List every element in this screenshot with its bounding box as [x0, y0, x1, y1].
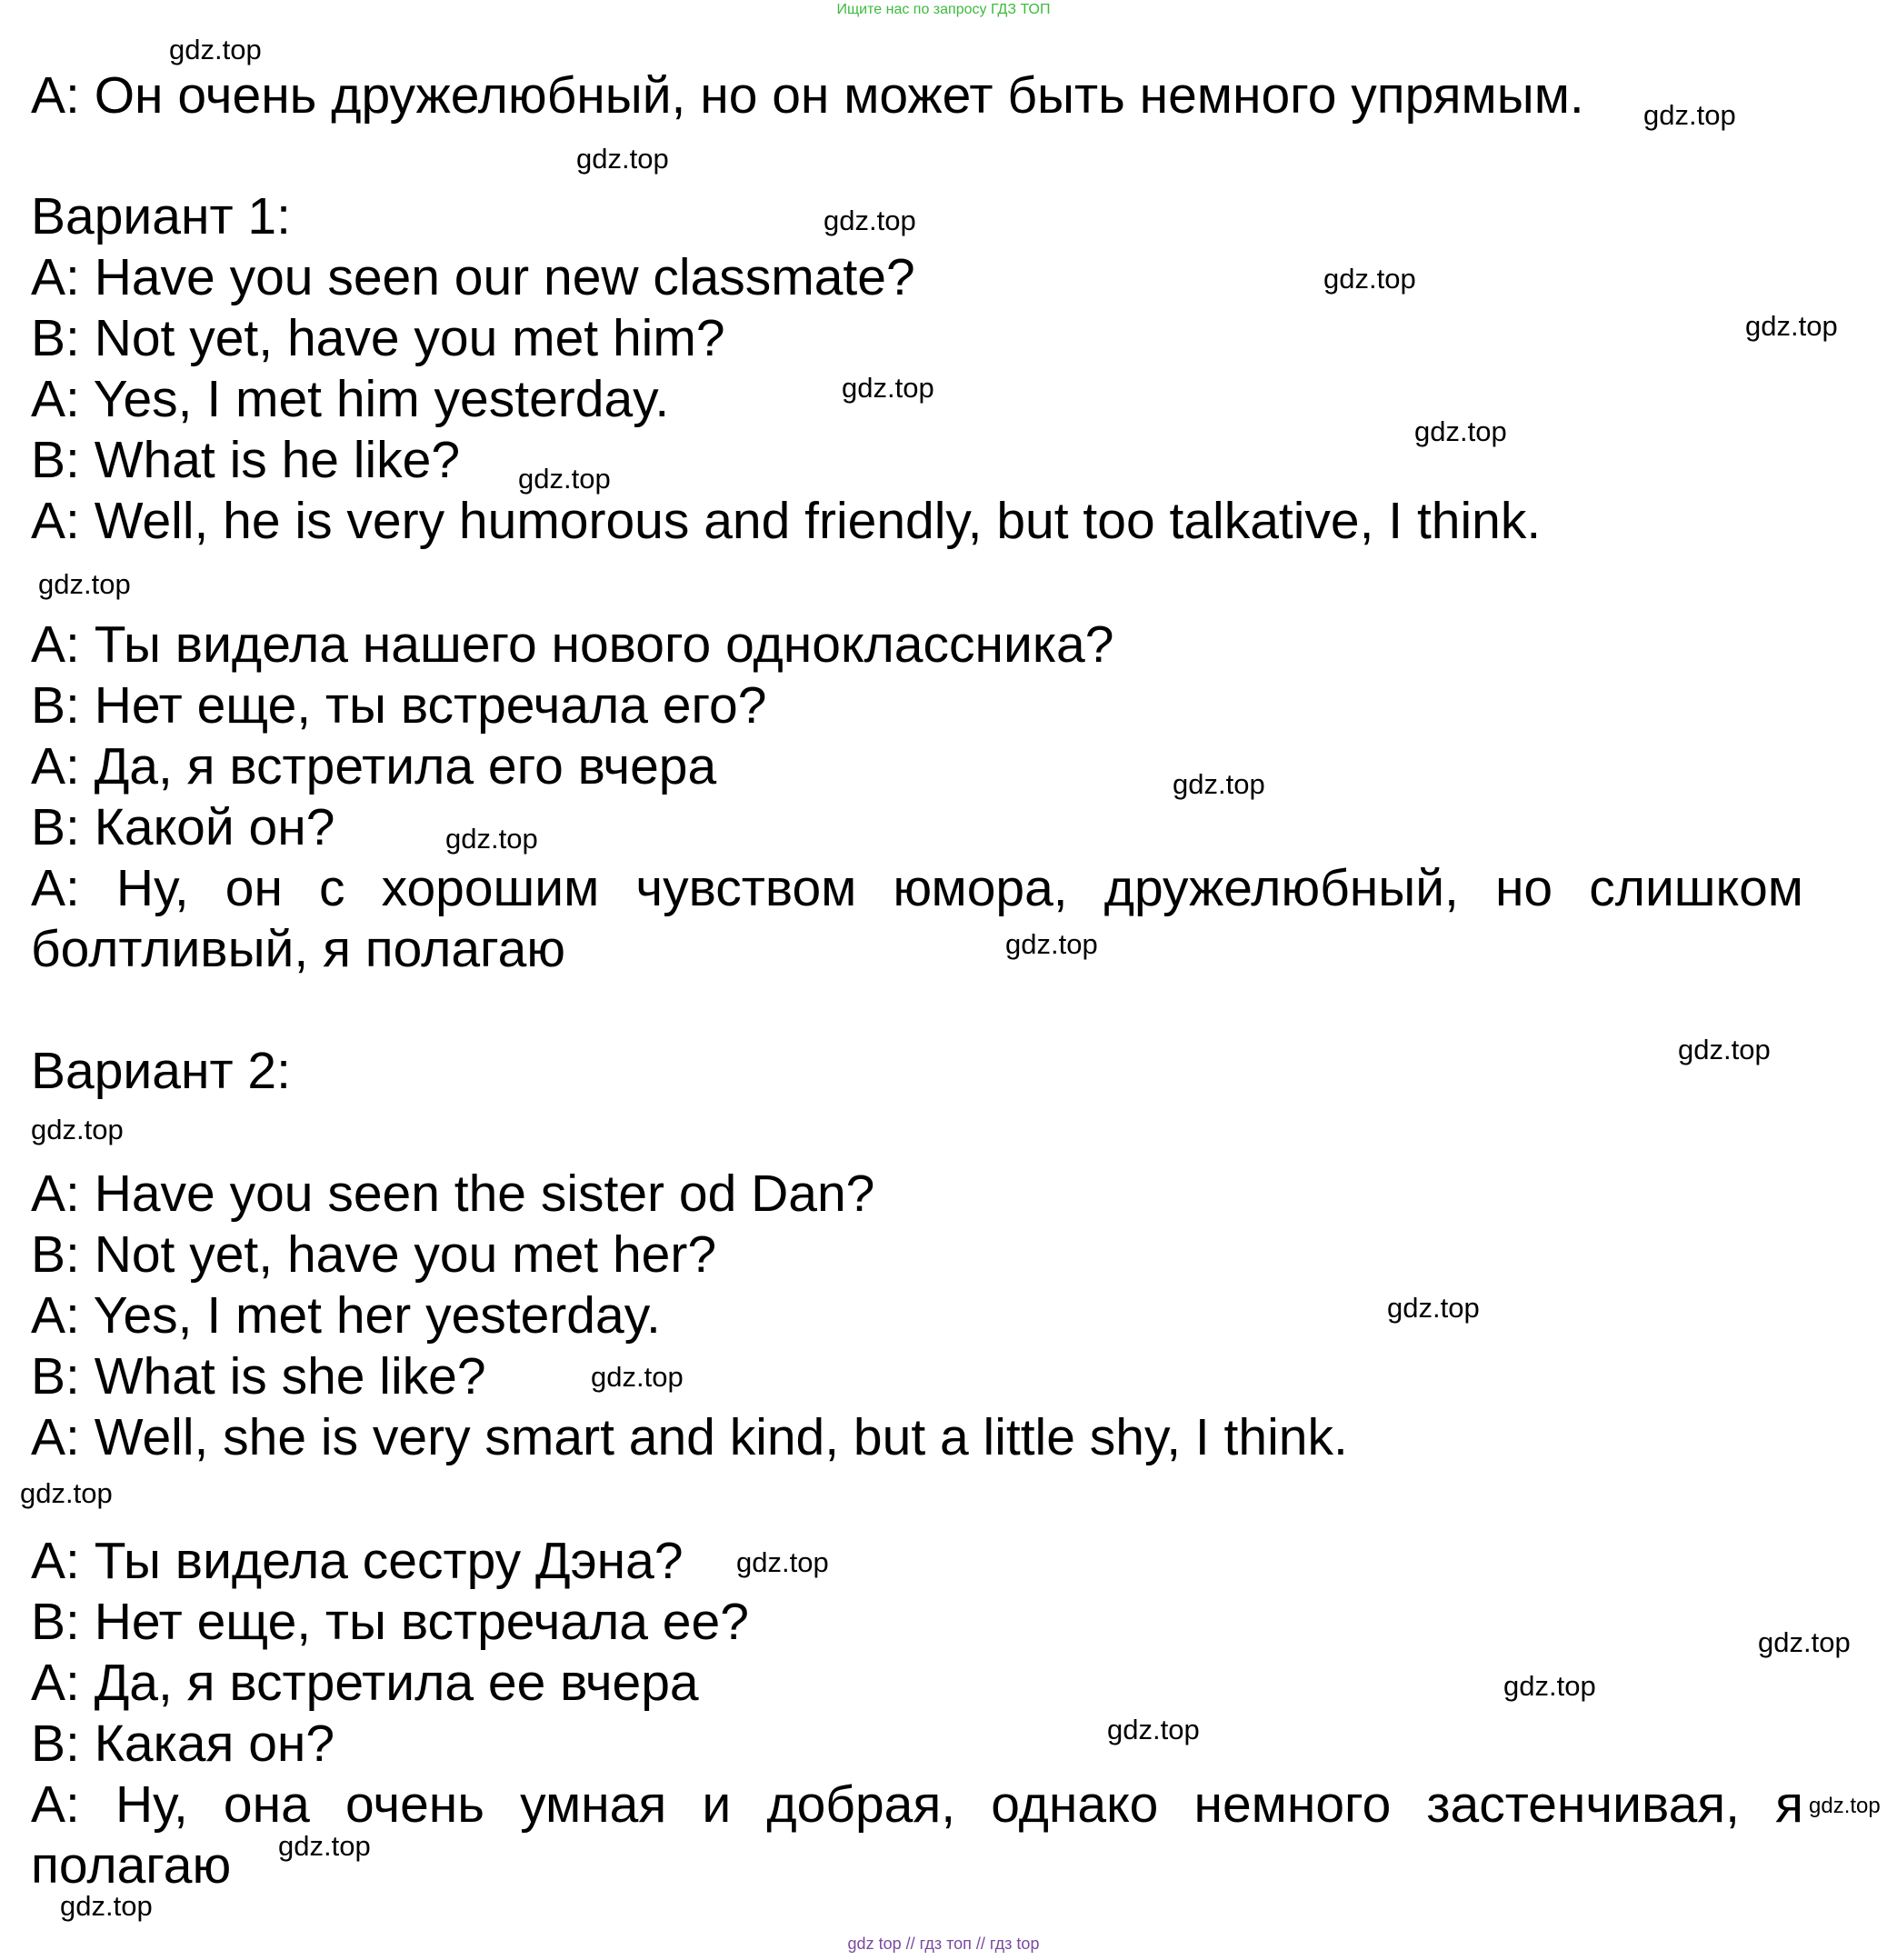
watermark-text: gdz.top	[1173, 768, 1265, 800]
watermark-text: gdz.top	[31, 1114, 124, 1145]
watermark-text: gdz.top	[38, 568, 131, 600]
watermark-text: gdz.top	[842, 372, 934, 404]
watermark-text: gdz.top	[1678, 1034, 1771, 1065]
variant1-english-line: A: Have you seen our new classmate?	[31, 248, 915, 306]
variant1-russian-line: B: Какой он?	[31, 798, 335, 856]
variant2-russian-line: A: Да, я встретила ее вчера	[31, 1654, 699, 1712]
watermark-text: gdz.top	[1758, 1626, 1851, 1658]
watermark-text: gdz.top	[1809, 1794, 1881, 1818]
intro-line: A: Он очень дружелюбный, но он может быть немного упрямым.	[31, 66, 1584, 125]
variant2-english-line: A: Well, she is very smart and kind, but a little shy, I think.	[31, 1408, 1348, 1466]
watermark-text: gdz.top	[278, 1830, 371, 1862]
variant2-russian-line: A: Ты видела сестру Дэна?	[31, 1532, 684, 1590]
watermark-text: gdz.top	[1387, 1292, 1480, 1324]
variant1-russian-line: B: Нет еще, ты встречала его?	[31, 676, 767, 735]
variant2-russian-line: B: Нет еще, ты встречала ее?	[31, 1593, 749, 1651]
variant2-english-line: B: What is she like?	[31, 1347, 486, 1405]
variant2-title: Вариант 2:	[31, 1042, 291, 1100]
variant2-russian-line: A: Ну, она очень умная и добрая, однако немного застенчивая, я полагаю	[31, 1775, 1803, 1895]
variant1-english-line: B: What is he like?	[31, 431, 461, 489]
variant2-russian-line: B: Какая он?	[31, 1715, 335, 1773]
watermark-text: gdz.top	[736, 1546, 829, 1578]
variant1-russian-line: A: Да, я встретила его вчера	[31, 737, 717, 795]
watermark-text: gdz.top	[591, 1361, 684, 1393]
watermark-text: gdz.top	[445, 823, 538, 855]
watermark-text: gdz.top	[824, 205, 916, 236]
variant2-english-line: A: Have you seen the sister od Dan?	[31, 1165, 875, 1223]
watermark-text: gdz.top	[1414, 415, 1507, 447]
watermark-text: gdz.top	[1643, 99, 1736, 131]
variant1-english-line: A: Yes, I met him yesterday.	[31, 370, 670, 428]
watermark-text: gdz.top	[1107, 1714, 1200, 1745]
watermark-text: gdz.top	[169, 34, 262, 65]
watermark-text: gdz.top	[60, 1890, 153, 1922]
variant2-english-line: A: Yes, I met her yesterday.	[31, 1286, 661, 1345]
watermark-text: gdz.top	[20, 1477, 113, 1509]
footer-text: gdz top // гдз топ // гдз top	[847, 1935, 1040, 1953]
variant2-english-line: B: Not yet, have you met her?	[31, 1225, 717, 1284]
variant1-russian-line: A: Ну, он с хорошим чувством юмора, дружелюбный, но слишком болтливый, я полагаю	[31, 859, 1803, 978]
variant1-title: Вариант 1:	[31, 187, 291, 245]
watermark-text: gdz.top	[1503, 1670, 1596, 1702]
variant1-english-line: A: Well, he is very humorous and friendly, but too talkative, I think.	[31, 492, 1542, 550]
watermark-text: gdz.top	[576, 143, 669, 175]
variant1-english-line: B: Not yet, have you met him?	[31, 309, 725, 367]
variant1-russian-line: A: Ты видела нашего нового одноклассника?	[31, 615, 1114, 674]
watermark-text: gdz.top	[1323, 263, 1416, 295]
top-banner: Ищите нас по запросу ГДЗ ТОП	[836, 2, 1051, 17]
watermark-text: gdz.top	[518, 463, 611, 495]
watermark-text: gdz.top	[1005, 928, 1098, 960]
watermark-text: gdz.top	[1745, 310, 1838, 342]
